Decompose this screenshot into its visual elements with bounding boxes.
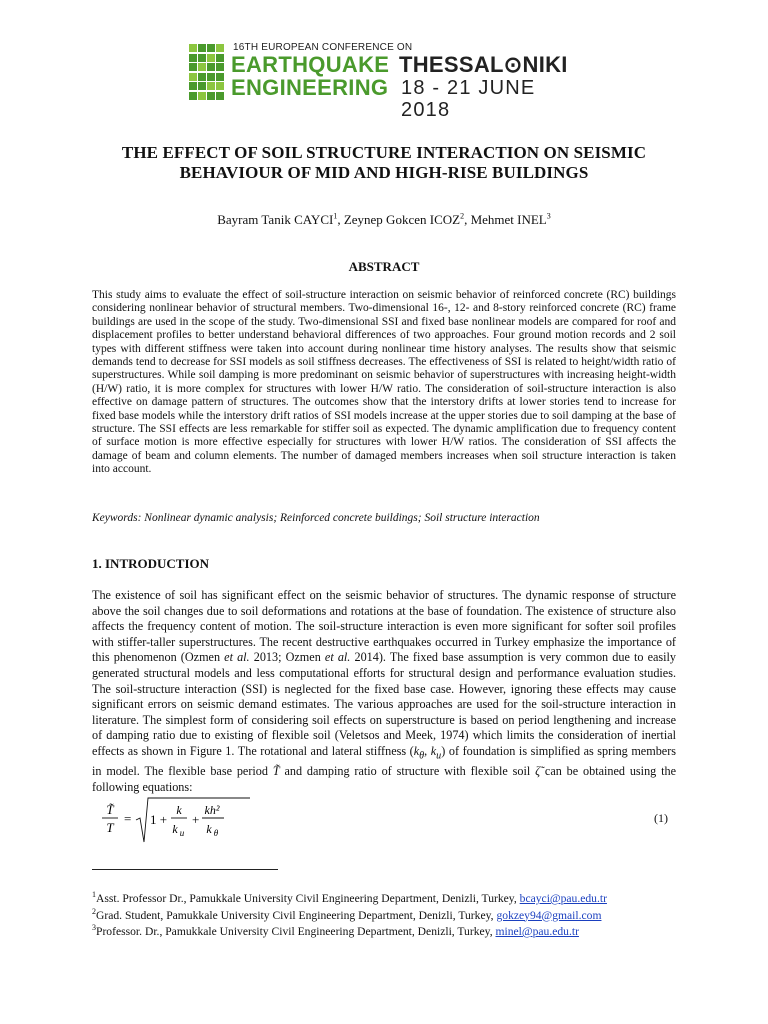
- equation-graphic: [100, 796, 680, 844]
- equation-one-plus: 1 +: [150, 812, 168, 827]
- conference-subtitle: 16TH EUROPEAN CONFERENCE ON: [233, 42, 413, 53]
- equation-lhs-numerator: T̃: [106, 802, 114, 817]
- author-affiliation-marker: 2: [460, 211, 465, 221]
- logo-block: [216, 63, 224, 71]
- logo-block: [207, 82, 215, 90]
- email-link[interactable]: minel@pau.edu.tr: [495, 925, 579, 938]
- paper-title: [60, 143, 708, 183]
- footnote-divider: [92, 869, 278, 870]
- paper-title-line2: BEHAVIOUR OF MID AND HIGH-RISE BUILDINGS: [179, 163, 589, 182]
- logo-block: [198, 82, 206, 90]
- introduction-text: The existence of soil has significant effect on the seismic behavior of structures. The dynamic response of structure above the soil changes due to soil deformations and rotations at the base of foundation. The existence of structure also affects the frequency content of motion. The soil-structure interaction is even more significant for softer soil profiles with stiffer-taller superstructures. The recent destructive earthquakes occurred in Turkey emphasize the importance of this phenomenon (Ozmen et al. 2013; Ozmen et al. 2014). The fixed base assumption is very common due to easily generated structural models and less computational efforts for structural design and performance evaluation studies. The soil-structure interaction (SSI) is neglected for the fixed base case. However, ignoring these effects may cause significant errors on seismic demand estimates. The various approaches are used for the soil-structure interaction in literature. The simplest form of considering soil effects on superstructure is based on period lengthening and increase of damping ratio due to existing of flexible soil (Veletsos and Meek, 1974) which limits the consideration of inertial effects as shown in Figure 1. The rotational and lateral stiffness ($k_\theta$, $k_u$) of foundation is simplified as spring members in model. The flexible base period T̃ and damping ratio of structure with flexible soil ζ̃ can be obtained using the following equations:: [92, 588, 676, 794]
- author-affiliation-marker: 3: [546, 211, 551, 221]
- equation-lhs-denominator: T: [106, 820, 114, 835]
- logo-block: [198, 92, 206, 100]
- logo-block: [198, 73, 206, 81]
- conference-name-line1: EARTHQUAKE: [231, 52, 390, 77]
- conference-header: [189, 42, 589, 121]
- equation-frac2-den-sub: θ: [213, 828, 219, 838]
- conference-dates: 18 - 21 JUNE 2018: [401, 77, 536, 121]
- footnote: $^2$Grad. Student, Pamukkale University Civil Engineering Department, Denizli, Turkey, gokzey94@gmail.com: [92, 906, 602, 922]
- author-affiliation-marker: 1: [333, 211, 338, 221]
- equation-frac1-den: k: [172, 822, 178, 836]
- logo-block: [198, 54, 206, 62]
- abstract-text: This study aims to evaluate the effect of soil-structure interaction on seismic behavior of reinforced concrete (RC) buildings considering nonlinear behavior of structural members. Two-dimensional 16-, 12- and 8-story reinforced concrete (RC) frame buildings are used in the scope of the study. Two-dimensional SSI and fixed base nonlinear models are compared for roof and displacement profiles to better understand behavioral differences of two approaches. Four ground motion records and 2 soil types with different stiffness were taken into account during nonlinear time history analyses. The results show that seismic demands tend to decrease for SSI models as soil stiffness decreases. The effectiveness of SSI is related to height/width ratio of superstructures. While soil damping is more predominant on seismic behavior of superstructures with increasing height-width (H/W) ratio, it is more complex for structures with lower H/W ratio. The consideration of soil-structure interaction is also effective on damage pattern of structures. The outcomes show that the interstory drifts at lower stories tend to increase for fixed base models while the interstory drift ratios of SSI models increase at the upper stories due to soil damping at the base of structure. The SSI effects are less remarkable for stiffer soil as expected. The dynamic amplification due to frequency content of surface motion is more effective especially for structures with lower H/W ratios. The consideration of SSI affects the damage of beam and column elements. The number of damaged members increases when soil structure interaction is taken into account.: [92, 289, 676, 476]
- logo-block: [189, 82, 197, 90]
- equation-frac1-den-sub: u: [179, 828, 185, 838]
- author-name: Bayram Tanik CAYCI: [217, 212, 334, 227]
- logo-block: [216, 82, 224, 90]
- logo-block: [189, 92, 197, 100]
- abstract-heading: ABSTRACT: [348, 259, 420, 274]
- symbol-flexible-period: T̃: [272, 763, 280, 778]
- symbol-k-u: $k_u$: [430, 743, 442, 762]
- logo-block: [216, 54, 224, 62]
- logo-block: [216, 92, 224, 100]
- equation-equals: =: [124, 811, 132, 826]
- conference-logo-icon: [189, 44, 225, 102]
- equation-frac2-num: kh²: [204, 803, 220, 817]
- email-link[interactable]: bcayci@pau.edu.tr: [519, 892, 607, 905]
- logo-block: [207, 63, 215, 71]
- symbol-flexible-damping: ζ̃: [535, 763, 541, 778]
- conference-city: THESSAL⊙NIKI: [399, 52, 568, 77]
- logo-block: [207, 73, 215, 81]
- author-name: Mehmet INEL: [470, 212, 547, 227]
- symbol-k-theta: $k_\theta$: [413, 743, 425, 762]
- footnotes: [92, 891, 692, 941]
- equation-1: [100, 796, 680, 844]
- keywords: Keywords: Nonlinear dynamic analysis; Reinforced concrete buildings; Soil structure interaction: [92, 512, 540, 524]
- author-list: Bayram Tanik CAYCI$^1$, Zeynep Gokcen ICOZ$^2$, Mehmet INEL$^3$: [217, 211, 551, 227]
- logo-block: [198, 63, 206, 71]
- equation-plus: +: [192, 812, 200, 827]
- section-heading-introduction: 1. INTRODUCTION: [92, 556, 210, 571]
- equation-frac1-num: k: [176, 803, 182, 817]
- footnote: $^1$Asst. Professor Dr., Pamukkale University Civil Engineering Department, Denizli, Turkey, bcayci@pau.edu.tr: [92, 890, 607, 905]
- equation-frac2-den: k: [206, 822, 212, 836]
- logo-block: [216, 44, 224, 52]
- conference-name-line2: ENGINEERING: [231, 75, 389, 100]
- logo-block: [198, 44, 206, 52]
- logo-block: [207, 54, 215, 62]
- logo-block: [189, 63, 197, 71]
- logo-block: [189, 54, 197, 62]
- email-link[interactable]: gokzey94@gmail.com: [496, 908, 602, 922]
- equation-number: (1): [654, 811, 668, 825]
- footnote: $^3$Professor. Dr., Pamukkale University Civil Engineering Department, Denizli, Turkey, minel@pau.edu.tr: [92, 923, 579, 938]
- logo-block: [216, 73, 224, 81]
- logo-block: [189, 73, 197, 81]
- logo-block: [207, 44, 215, 52]
- paper-title-line1: THE EFFECT OF SOIL STRUCTURE INTERACTION ON SEISMIC: [121, 143, 647, 162]
- author-name: Zeynep Gokcen ICOZ: [343, 212, 461, 227]
- logo-block: [207, 92, 215, 100]
- logo-block: [189, 44, 197, 52]
